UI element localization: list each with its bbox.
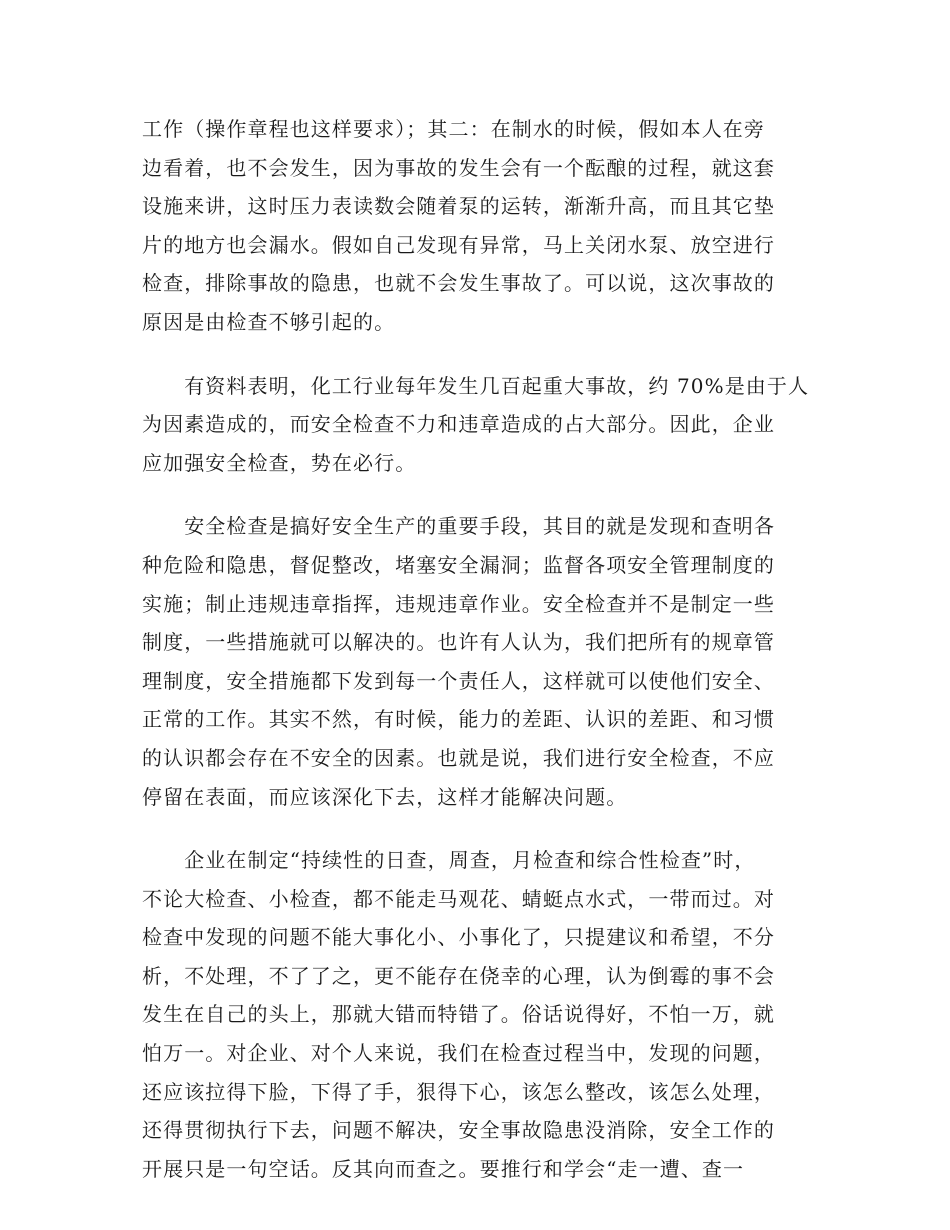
text-line: 检查，排除事故的隐患，也就不会发生事故了。可以说，这次事故的 (142, 271, 775, 296)
paragraph-inspection-purpose (142, 507, 814, 816)
text-line: 有资料表明，化工行业每年发生几百起重大事故，约 70%是由于人 (142, 373, 810, 398)
text-line: 不论大检查、小检查，都不能走马观花、蜻蜓点水式，一带而过。对 (142, 886, 775, 911)
text-line: 片的地方也会漏水。假如自己发现有异常，马上关闭水泵、放空进行 (142, 232, 775, 257)
text-line: 制度，一些措施就可以解决的。也许有人认为，我们把所有的规章管 (142, 630, 775, 655)
text-line: 企业在制定“持续性的日查，周查，月检查和综合性检查”时， (142, 848, 756, 873)
text-line: 边看着，也不会发生，因为事故的发生会有一个酝酿的过程，就这套 (142, 155, 775, 180)
text-line: 安全检查是搞好安全生产的重要手段，其目的就是发现和查明各 (142, 514, 775, 539)
paragraph-inspection-practice (142, 841, 814, 1188)
text-line: 检查中发现的问题不能大事化小、小事化了，只提建议和希望，不分 (142, 925, 775, 950)
text-line: 为因素造成的，而安全检查不力和违章造成的占大部分。因此，企业 (142, 412, 775, 437)
text-line: 正常的工作。其实不然，有时候，能力的差距、认识的差距、和习惯 (142, 707, 775, 732)
text-line: 停留在表面，而应该深化下去，这样才能解决问题。 (142, 784, 628, 809)
text-line: 怕万一。对企业、对个人来说，我们在检查过程当中，发现的问题， (142, 1041, 775, 1066)
text-line: 的认识都会存在不安全的因素。也就是说，我们进行安全检查，不应 (142, 745, 775, 770)
text-line: 设施来讲，这时压力表读数会随着泵的运转，渐渐升高，而且其它垫 (142, 194, 775, 219)
text-line: 还应该拉得下脸，下得了手，狠得下心，该怎么整改，该怎么处理， (142, 1079, 775, 1104)
text-line: 实施；制止违规违章指挥，违规违章作业。安全检查并不是制定一些 (142, 591, 775, 616)
text-line: 析，不处理，不了了之，更不能存在侥幸的心理，认为倒霉的事不会 (142, 963, 775, 988)
text-line: 工作（操作章程也这样要求）；其二：在制水的时候，假如本人在旁 (142, 117, 765, 141)
text-line: 理制度，安全措施都下发到每一个责任人，这样就可以使他们安全、 (142, 668, 775, 693)
text-line: 还得贯彻执行下去，问题不解决，安全事故隐患没消除，安全工作的 (142, 1118, 775, 1143)
paragraph-statistics (142, 367, 814, 483)
text-line: 应加强安全检查，势在必行。 (142, 450, 417, 475)
text-line: 种危险和隐患，督促整改，堵塞安全漏洞；监督各项安全管理制度的 (142, 552, 775, 577)
text-line: 开展只是一句空话。反其向而查之。要推行和学会“走一遭、查一 (142, 1156, 745, 1181)
paragraph-accident-cause (142, 110, 814, 342)
document-body (142, 110, 814, 1188)
text-line: 发生在自己的头上，那就大错而特错了。俗话说得好，不怕一万，就 (142, 1002, 775, 1027)
text-line: 原因是由检查不够引起的。 (142, 309, 396, 334)
